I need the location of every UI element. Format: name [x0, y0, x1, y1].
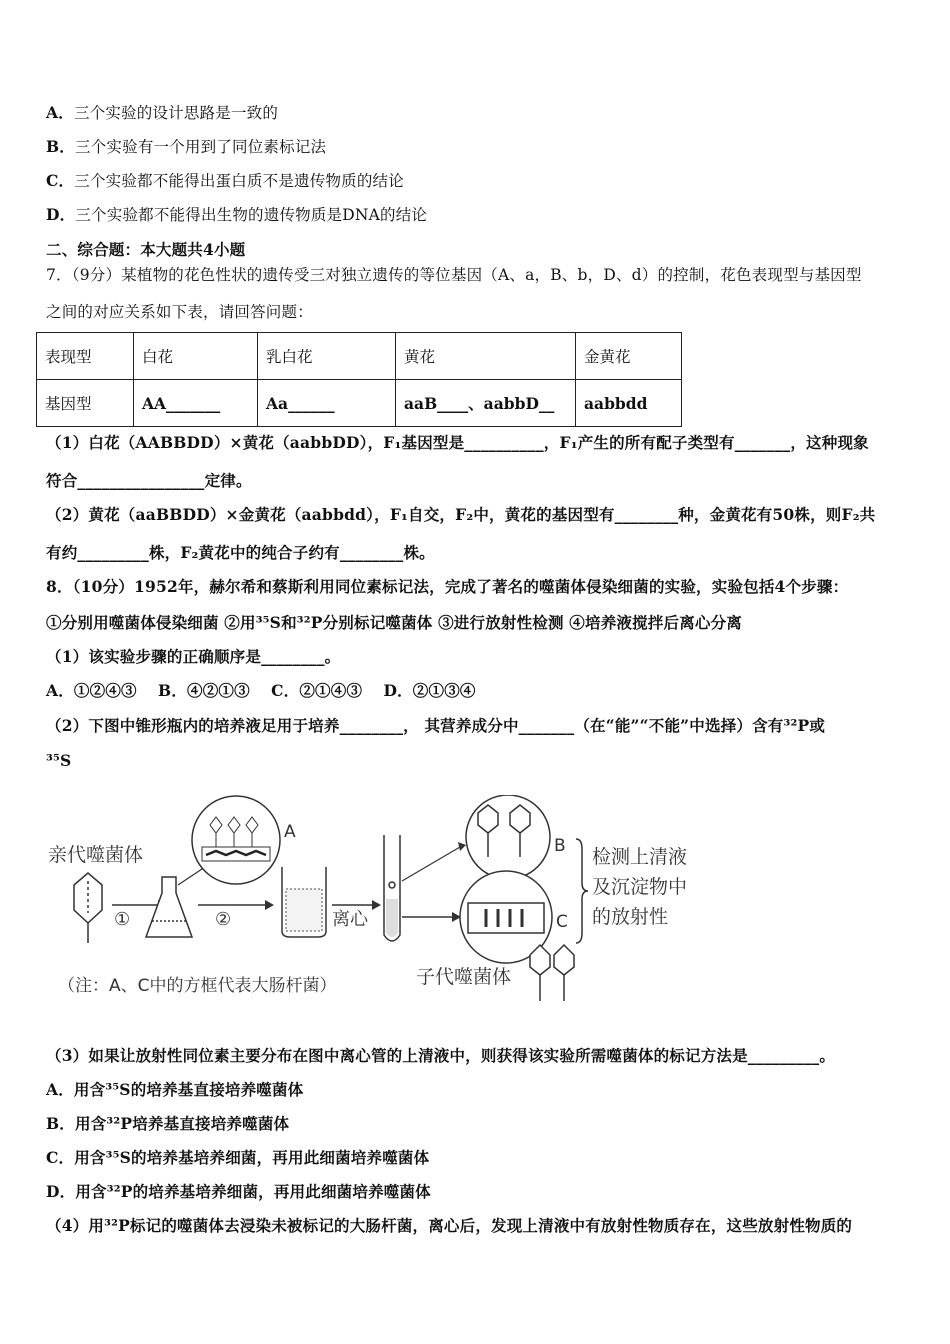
table-row — [37, 380, 682, 427]
q8-part3-option-a: A．用含³⁵S的培养基直接培养噬菌体 — [46, 1080, 304, 1099]
bacteria-circle-a — [192, 796, 280, 884]
step1-label: ① — [114, 909, 131, 930]
table-cell: 乳白花 — [258, 333, 396, 380]
q7-part1-line1: （1）白花（AABBDD）×黄花（aabbDD），F₁基因型是__________，F₁产生的所有配子类型有_______，这种现象 — [46, 433, 869, 452]
q7-part2-line1: （2）黄花（aaBBDD）×金黄花（aabbdd），F₁自交，F₂中，黄花的基因型有________种，金黄花有50株，则F₂共 — [46, 505, 876, 524]
step2-label: ② — [215, 909, 232, 930]
offspring-label: 子代噬菌体 — [416, 966, 512, 988]
centrifuge-tube-icon — [384, 835, 400, 941]
q7-intro-line1: 7．（9分）某植物的花色性状的遗传受三对独立遗传的等位基因（A、a，B、b，D、d）的控制，花色表现型与基因型 — [46, 266, 862, 284]
q7-part2-line2: 有约_________株，F₂黄花中的纯合子约有________株。 — [46, 543, 435, 562]
table-cell: aaB____、aabbD__ — [396, 380, 576, 427]
beaker-icon — [282, 867, 326, 937]
detect-label-2: 及沉淀物中 — [592, 876, 688, 898]
option-b: B．三个实验有一个用到了同位素标记法 — [46, 137, 327, 156]
label-a: A — [284, 822, 296, 842]
q8-intro: 8．（10分）1952年，赫尔希和蔡斯利用同位素标记法，完成了著名的噬菌体侵染细菌的实验，实验包括4个步骤： — [46, 577, 849, 596]
label-b: B — [554, 836, 566, 856]
phage-icon — [74, 873, 102, 943]
genotype-table — [36, 332, 682, 427]
table-cell: 表现型 — [37, 333, 134, 380]
table-cell: 金黄花 — [576, 333, 682, 380]
phage-circle-b — [466, 795, 550, 879]
flask-icon — [146, 877, 192, 937]
table-cell: 基因型 — [37, 380, 134, 427]
q7-intro-line2: 之间的对应关系如下表，请回答问题： — [46, 303, 313, 321]
q7-part1-line2: 符合________________定律。 — [46, 471, 252, 490]
parent-phage-label: 亲代噬菌体 — [48, 844, 144, 866]
table-cell: 黄花 — [396, 333, 576, 380]
q8-part4: （4）用³²P标记的噬菌体去浸染未被标记的大肠杆菌，离心后，发现上清液中有放射性物质存在，这些放射性物质的 — [46, 1216, 853, 1235]
table-cell: Aa______ — [258, 380, 396, 427]
label-c: C — [556, 912, 568, 932]
q8-part3-option-c: C．用含³⁵S的培养基培养细菌，再用此细菌培养噬菌体 — [46, 1148, 430, 1167]
q8-part2-line1: （2）下图中锥形瓶内的培养液足用于培养________， 其营养成分中_______（在“能”“不能”中选择）含有³²P或 — [46, 716, 826, 735]
table-cell: AA_______ — [134, 380, 258, 427]
table-cell: aabbdd — [576, 380, 682, 427]
option-a: A．三个实验的设计思路是一致的 — [46, 103, 279, 122]
section-title: 二、综合题：本大题共4小题 — [46, 240, 246, 259]
detect-label-3: 的放射性 — [592, 906, 669, 928]
diagram-note: （注：A、C中的方框代表大肠杆菌） — [58, 976, 337, 996]
phage-experiment-diagram — [40, 795, 720, 1010]
q8-part1: （1）该实验步骤的正确顺序是________。 — [46, 647, 341, 666]
offspring-phage-icon — [530, 945, 574, 1001]
q8-part3-option-d: D．用含³²P的培养基培养细菌，再用此细菌培养噬菌体 — [46, 1182, 431, 1201]
q8-part3-option-b: B．用含³²P培养基直接培养噬菌体 — [46, 1114, 290, 1133]
detect-label-1: 检测上清液 — [592, 846, 688, 868]
q8-part1-options: A．①②④③ B．④②①③ C．②①④③ D．②①③④ — [46, 681, 476, 700]
q8-steps: ①分别用噬菌体侵染细菌 ②用³⁵S和³²P分别标记噬菌体 ③进行放射性检测 ④培养液搅拌后离心分离 — [46, 613, 742, 632]
table-row — [37, 333, 682, 380]
option-d: D．三个实验都不能得出生物的遗传物质是DNA的结论 — [46, 205, 428, 224]
centrifuge-label: 离心 — [332, 909, 368, 930]
q8-part2-line2: ³⁵S — [46, 751, 72, 770]
q8-part3: （3）如果让放射性同位素主要分布在图中离心管的上清液中，则获得该实验所需噬菌体的标记方法是_________。 — [46, 1046, 836, 1065]
table-cell: 白花 — [134, 333, 258, 380]
option-c: C．三个实验都不能得出蛋白质不是遗传物质的结论 — [46, 171, 404, 190]
